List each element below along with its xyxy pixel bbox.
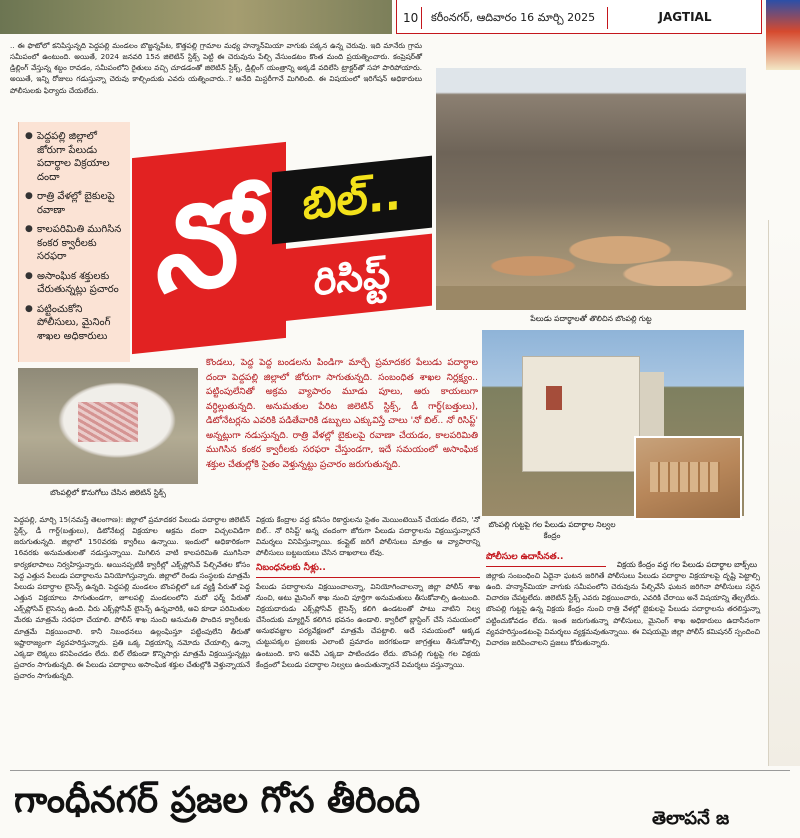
top-photo-strip — [0, 0, 392, 34]
body-column-3 — [486, 552, 760, 764]
headline-receipt: రిసిప్ట్ — [272, 234, 432, 323]
boxes-caption: విక్రయ కేంద్రం వద్ద గల పేలుడు పదార్థాల బాక్స్‌లు — [616, 560, 758, 569]
page-header — [396, 0, 762, 34]
headline-graphic — [132, 150, 432, 350]
quarry-photo — [436, 68, 746, 310]
intro-paragraph: .. ఈ ఫొటోలో కనిపిస్తున్నది పెద్దపల్లి మండలం బొజ్జన్నపేట, కొత్తపల్లి గ్రామాల మధ్య హన్మాన్‌మియా వాగుకు పక్కన ఉన్న చెరువు. ఇది మానేరు గ్రామ సమీపంలో ఉంటుంది. అయితే, 2024 జనవరి 15న జిలెటిన్ స్టిక్స్ పెట్టి ఈ చెరువును పేల్చి వేసుండటం కొంత మంది ప్రయత్నించారు. కంప్రెషర్‌తో డ్రిల్లింగ్ వేస్తున్న శబ్దం రావడం, సమీపంలోని రైతులు వచ్చి చూడడంతో జిలెటిన్ స్టిక్స్, డ్రిల్లింగ్ యంత్రాన్ని అక్కడే వదిలేసి ట్రాక్టర్‌తో సహా పారిపోయారు. అయితే, ఇన్ని రోజులు గడుస్తున్నా చెరువు కాల్చిందుకు ఎవరు యత్నించారు..? అనేది మిస్టరీగానే మిగిలింది. ఈ విషయంలో ఇరిగేషన్ అధికారులు పోలీసులకు ఫిర్యాదు చేయలేదు. — [10, 41, 422, 95]
bottom-headline: గాంధీనగర్ ప్రజల గోస తీరింది — [14, 780, 421, 821]
highlight-item: ● కాలపరిమితి ముగిసిన కంకర క్వారీలకు సరఫరా — [23, 223, 126, 264]
body-column-2-text-a: విక్రయ కేంద్రాల వద్ద కనీసం రికార్డులను సైతం మెయింటెయిన్ చేయడం లేదని, 'నో బిల్.. నో రిసిప్ట్' అన్న చందంగా జోరుగా పేలుడు పదార్థాలను విక్రయిస్తున్నారనే విమర్శలు వినిపిస్తున్నాయి. కంప్లైట్ జరిగే పోలీసులు మాత్రం ఆ వ్యాపారాన్ని పోలీసులు బట్టబయలు చేసిన దాఖలాలు లేవు. — [256, 515, 480, 558]
page-number: 10 — [403, 11, 419, 25]
section-divider — [10, 770, 790, 771]
subhead-regulations: నిబంధనలకు నీళ్లు.. — [256, 562, 326, 573]
gelatin-bag-photo — [18, 368, 198, 484]
right-edge-column — [768, 220, 800, 766]
bag-caption: బొంపల్లిలో కొనుగోలు చేసిన జిలెటిన్ స్టిక్స్ — [50, 488, 166, 497]
headline-no: నో — [132, 142, 286, 354]
highlight-item: ● అసాంఘిక శక్తులకు చేరుతున్నట్లు ప్రచారం — [23, 270, 126, 297]
right-edge-photo — [766, 0, 800, 70]
highlight-item: ● రాత్రి వేళల్లో బైకులపై రవాణా — [23, 190, 126, 217]
shed-caption: బొంపల్లి గుట్టపై గల పేలుడు పదార్థాల నిల్వల కేంద్రం — [488, 520, 616, 540]
subhead-police: పోలీసుల ఉదాసీనత.. — [486, 552, 564, 562]
explosive-boxes-photo — [634, 436, 742, 520]
highlight-item: ● పెద్దపల్లి జిల్లాలో జోరుగా పేలుడు పదార్థాల విక్రయాల దందా — [23, 130, 126, 184]
body-column-1: పెద్దపల్లి, మార్చి 15(నమస్తే తెలంగాణ): జిల్లాలో ప్రమాదకర పేలుడు పదార్థాల జిలెటిన్ స్టిక్స్, డీ గార్డ్(బత్తులు), డిటోనేటర్ల విక్రయాల అక్రమ దందా విచ్చలవిడిగా జరుగుతున్నది. జిల్లాలో 150వరకు క్వారీలు ఉన్నాయి. ఇందులో అధికారికంగా 16వరకు అనుమతులతో నడుస్తున్నాయి. మిగిలిన వాటి కాలపరిమితి ముగిసినా కార్యకలాపాలు నిర్వహిస్తున్నారు. అయినప్పటికీ క్వారీల్లో ఎక్స్‌ప్లోసివ్ పేల్చివేతల కోసం పెద్ద ఎత్తున పేలుడు పదార్థాలను వినియోగిస్తున్నారు. జిల్లాలో రెండు సంస్థలకు మాత్రమే పేలుడు పదార్థాల లైసెన్స్ ఉన్నది. పెద్దపల్లి మండలం బొంపల్లిలో ఒక వ్యక్తి పేరుతో పెద్ద ఎత్తున విక్రయాలు సాగుతుండగా, జూలపల్లి మండలంలోని మరో ఫర్మ్ పేరుతో ఎక్స్‌ప్లోసివ్ లైసెన్సు ఉంది. వీరు ఎక్స్‌ప్లోసివ్ లైసెన్స్ ఉన్నవారికి, అవి కూడా పరిమితుల మేరకు మాత్రమే సరఫరా చేయాలి. పోలీస్ శాఖ నుంచి అనుమతి పొందిన క్వారీలకు మాత్రమే విక్రయించాలి. కానీ నిబంధనలు ఉల్లంఘిస్తూ పట్టింపులేని తీరుతో ఇష్టారాజ్యంగా వ్యవహరిస్తున్నారు. ప్రతి ఒక్క విక్రయాన్ని నమోదు చేయాల్సి ఉన్నా ఎక్కడా లెక్కలు కనిపించడం లేదు. బిల్ లేకుండా కొన్నిసార్లు మాత్రమే విక్రయిస్తున్నట్లు ప్రచారం సాగుతున్నది. ఈ పేలుడు పదార్థాలు అసాంఘిక శక్తుల చేతుల్లోకి వెళ్తున్నాయనే ప్రచారం సాగుతున్నది. — [14, 515, 250, 681]
highlights-box — [18, 122, 130, 362]
body-column-3-text: జిల్లాకు సంబంధించి ఏదైనా ఘటన జరిగితే పోలీసులు పేలుడు పదార్థాల విక్రయాలపై దృష్టి పెట్టాల్సి ఉంది. హన్మాన్‌మియా వాగుకు సమీపంలోని చెరువును పేల్చివేసే ఘటన జరిగినా పోలీసులు సరైన విచారణ చేపట్టలేదు. జిలెటిన్ స్టిక్స్ ఎవరు విక్రయించారు, ఎవరికి చేరాయి అనే విషయాన్ని తేల్చలేదు. బొంపల్లి గుట్టపై ఉన్న విక్రయ కేంద్రం నుంచి రాత్రి వేళల్లో బైకులపై పేలుడు పదార్థాలను తరలిస్తున్నా పట్టించుకోవడం లేదు. ఇంత జరుగుతున్నా పోలీసులు, మైనింగ్ శాఖ అధికారులు ఉదాసీనంగా వ్యవహరిస్తుండటంపై విమర్శలు వ్యక్తమవుతున్నాయి. ఈ విషయమై జిల్లా పోలీస్ కమిషనర్ స్పందించి విచారణ జరిపించాలని ప్రజలు కోరుతున్నారు. — [486, 571, 760, 647]
headline-bill: బిల్.. — [272, 156, 432, 245]
body-column-2 — [256, 514, 480, 764]
highlight-item: ● పట్టించుకోని పోలీసులు, మైనింగ్ శాఖల అధికారులు — [23, 303, 126, 344]
lead-paragraph: కొండలు, పెద్ద పెద్ద బండలను పిండిగా మార్చే ప్రమాదకర పేలుడు పదార్థాల దందా పెద్దపల్లి జిల్లాలో జోరుగా సాగుతున్నది. సంబంధిత శాఖల నిర్లక్ష్యం.. పట్టింపులేనితో అక్రమ వ్యాపారం మూడు పూలు, ఆరు కాయలుగా వర్ధిల్లుతున్నది. అనుమతుల పేరిట జిలెటిన్ స్టిక్స్, డీ గార్డ్(బత్తులు), డిటోనేటర్లను ఎవరికి పడితేవారికి డబ్బులు ఎక్కువిస్తే చాలు 'నో బిల్.. నో రిసిప్ట్' అన్నట్లుగా నడుస్తున్నది. రాత్రి వేళల్లో బైకులపై రవాణా చేయడం, కాలపరిమితి ముగిసిన కంకర క్వారీలకు సరఫరా చేస్తుండగా, ఇదే సమయంలో అసాంఘిక శక్తుల చేతుల్లోకి సైతం వెళ్తున్నట్టు ప్రచారం జరుగుతున్నది. — [206, 358, 478, 471]
dateline: కరీంనగర్, ఆదివారం 16 మార్చి 2025 — [431, 11, 596, 24]
quarry-caption: పేలుడు పదార్థాలతో తొలిచిన బొంపల్లి గుట్ట — [530, 314, 652, 323]
body-column-2-text-b: పేలుడు పదార్థాలను విక్రయించాలన్నా, వినియోగించాలన్నా జిల్లా పోలీస్ శాఖ నుంచి, అటు మైనింగ్ శాఖ నుంచి పూర్తిగా అనుమతులు తీసుకోవాల్సి ఉంటుంది. విక్రయదారుడు ఎక్స్‌ప్లోసివ్ లైసెన్స్ కలిగి ఉండటంతో పాటు వాటిని నిల్వ చేసేందుకు మ్యాగ్జిన్ కలిగిన భవనం ఉండాలి. క్వారీలో బ్లాస్టింగ్ చేసే సమయంలో అనుభవజ్ఞుల పర్యవేక్షణలో మాత్రమే చేపట్టాలి. అదే సమయంలో అక్కడ చుట్టుపక్కల ప్రజలకు ఎలాంటి ప్రమాదం జరగకుండా జాగ్రత్తలు తీసుకోవాల్సి ఉంటుంది. కాని అవేవీ ఎక్కడా పాటించడం లేదు. బొంపల్లి గుట్టపై గల విక్రయ కేంద్రంలో పేలుడు పదార్థాల నిల్వలు ఉంచుతున్నారనే విమర్శలు వస్తున్నాయి. — [256, 581, 480, 669]
edition-label: JAGTIAL — [658, 10, 712, 24]
bottom-right-headline-fragment: తెలాపనే జ — [652, 808, 730, 829]
